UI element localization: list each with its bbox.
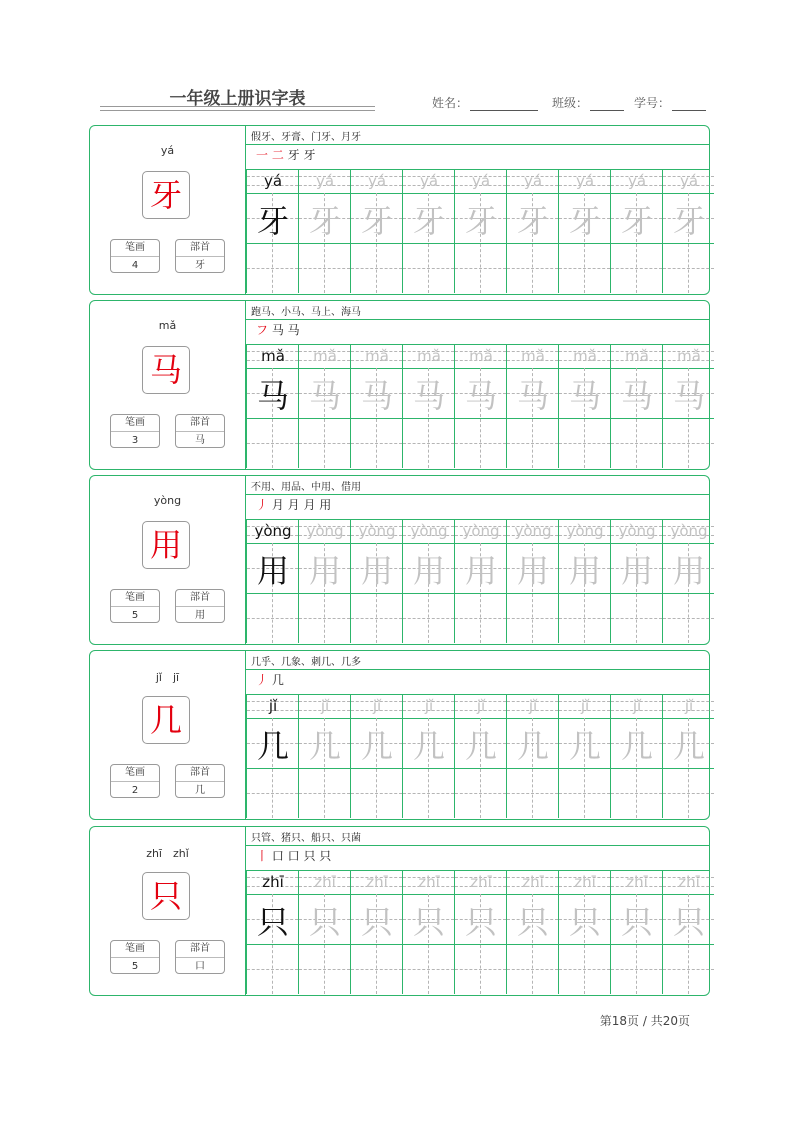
practice-character: 牙 (256, 202, 289, 240)
practice-cell[interactable] (350, 520, 402, 643)
practice-pinyin: mǎ (625, 347, 649, 365)
practice-cell[interactable] (506, 520, 558, 643)
radical-label: 部首 (176, 590, 224, 607)
strokes-value: 5 (131, 961, 139, 972)
practice-cell[interactable] (298, 345, 350, 468)
practice-character: 马 (568, 377, 601, 415)
character-pinyin: yòng (153, 494, 182, 507)
practice-character: 马 (516, 377, 549, 415)
practice-cell[interactable] (402, 871, 454, 994)
practice-cell[interactable] (558, 170, 610, 293)
practice-pinyin: yòng (254, 522, 292, 540)
radical-tag (175, 414, 225, 448)
strokes-label: 笔画 (111, 765, 159, 782)
stroke-order-rest: 几 (271, 673, 284, 687)
radical-value: 口 (195, 961, 205, 972)
practice-cell[interactable] (350, 345, 402, 468)
practice-pinyin: zhī (574, 873, 596, 891)
practice-character: 马 (464, 377, 497, 415)
practice-pinyin: yòng (358, 522, 396, 540)
practice-pinyin: yá (263, 172, 283, 190)
practice-character: 用 (568, 552, 601, 590)
character-info (90, 476, 246, 644)
character-card (89, 300, 710, 470)
practice-area (246, 301, 709, 469)
practice-cell[interactable] (662, 170, 714, 293)
character-glyph: 只 (142, 872, 190, 920)
practice-area (246, 126, 709, 294)
practice-cell[interactable] (610, 520, 662, 643)
practice-cell[interactable] (610, 871, 662, 994)
practice-pinyin: mǎ (313, 347, 337, 365)
practice-cell[interactable] (506, 170, 558, 293)
character-pinyin: mǎ (158, 319, 177, 332)
practice-character: 只 (672, 903, 705, 941)
practice-cell[interactable] (610, 170, 662, 293)
strokes-tag (110, 414, 160, 448)
practice-pinyin: jǐ (684, 697, 694, 715)
character-card (89, 826, 710, 996)
character-card (89, 650, 710, 820)
practice-character: 牙 (308, 202, 341, 240)
practice-character: 几 (360, 727, 393, 765)
practice-pinyin: yá (523, 172, 543, 190)
stroke-order-first: フ (256, 323, 272, 337)
practice-cell[interactable] (558, 520, 610, 643)
practice-character: 只 (620, 903, 653, 941)
practice-cell[interactable] (246, 695, 298, 818)
character-card (89, 475, 710, 645)
practice-character: 几 (256, 727, 289, 765)
strokes-tag (110, 940, 160, 974)
practice-character: 用 (256, 552, 289, 590)
strokes-label: 笔画 (111, 590, 159, 607)
practice-character: 马 (256, 377, 289, 415)
character-info (90, 126, 246, 294)
practice-cell[interactable] (558, 871, 610, 994)
practice-pinyin: yòng (410, 522, 448, 540)
practice-character: 牙 (516, 202, 549, 240)
example-words: 只管、猪只、船只、只菌 (251, 833, 361, 844)
practice-cell[interactable] (246, 520, 298, 643)
practice-character: 只 (360, 903, 393, 941)
stroke-order-rest: 牙 牙 (287, 148, 316, 162)
practice-cell[interactable] (610, 695, 662, 818)
practice-pinyin: zhī (626, 873, 648, 891)
practice-character: 用 (620, 552, 653, 590)
practice-pinyin: jǐ (476, 697, 486, 715)
practice-pinyin: yòng (514, 522, 552, 540)
example-words: 假牙、牙膏、门牙、月牙 (251, 132, 361, 143)
character-glyph: 几 (142, 696, 190, 744)
practice-pinyin: yòng (618, 522, 656, 540)
practice-character: 只 (256, 903, 289, 941)
practice-character: 用 (464, 552, 497, 590)
practice-pinyin: zhī (470, 873, 492, 891)
character-glyph: 用 (142, 521, 190, 569)
practice-area (246, 827, 709, 995)
practice-character: 几 (672, 727, 705, 765)
character-pinyin: jǐ jī (155, 671, 180, 684)
class-field (552, 94, 624, 111)
practice-pinyin: mǎ (521, 347, 545, 365)
practice-pinyin: yá (679, 172, 699, 190)
radical-label: 部首 (176, 941, 224, 958)
practice-cell[interactable] (506, 871, 558, 994)
practice-character: 只 (308, 903, 341, 941)
practice-pinyin: jǐ (268, 697, 278, 715)
stroke-order (256, 847, 331, 864)
strokes-label: 笔画 (111, 415, 159, 432)
practice-character: 只 (412, 903, 445, 941)
practice-cell[interactable] (298, 170, 350, 293)
stroke-order-first: 丿 (256, 673, 272, 687)
practice-pinyin: zhī (522, 873, 544, 891)
character-info (90, 827, 246, 995)
practice-character: 牙 (568, 202, 601, 240)
practice-cell[interactable] (298, 871, 350, 994)
radical-label: 部首 (176, 240, 224, 257)
page-number: 第18页 / 共20页 (599, 1014, 690, 1028)
practice-character: 马 (308, 377, 341, 415)
practice-cell[interactable] (350, 695, 402, 818)
practice-character: 几 (516, 727, 549, 765)
character-info (90, 301, 246, 469)
strokes-label: 笔画 (111, 240, 159, 257)
practice-cell[interactable] (662, 345, 714, 468)
practice-character: 牙 (360, 202, 393, 240)
practice-pinyin: jǐ (632, 697, 642, 715)
practice-cell[interactable] (454, 871, 506, 994)
practice-pinyin: mǎ (365, 347, 389, 365)
practice-pinyin: yá (627, 172, 647, 190)
practice-character: 用 (516, 552, 549, 590)
practice-pinyin: jǐ (320, 697, 330, 715)
strokes-value: 2 (131, 785, 139, 796)
stroke-order-rest: 口 口 只 只 (271, 849, 332, 863)
practice-cell[interactable] (402, 170, 454, 293)
practice-character: 几 (568, 727, 601, 765)
practice-character: 马 (412, 377, 445, 415)
practice-character: 几 (620, 727, 653, 765)
practice-pinyin: jǐ (528, 697, 538, 715)
stroke-order (256, 321, 300, 338)
practice-cell[interactable] (246, 345, 298, 468)
practice-pinyin: jǐ (580, 697, 590, 715)
practice-cell[interactable] (610, 345, 662, 468)
practice-pinyin: yá (315, 172, 335, 190)
practice-character: 只 (516, 903, 549, 941)
character-info (90, 651, 246, 819)
student-number-label: 学号： (634, 96, 671, 110)
practice-character: 牙 (412, 202, 445, 240)
student-number-field (634, 94, 706, 111)
practice-area (246, 476, 709, 644)
stroke-order (256, 146, 315, 163)
radical-tag (175, 764, 225, 798)
practice-pinyin: zhī (418, 873, 440, 891)
radical-tag (175, 940, 225, 974)
name-blank[interactable] (470, 110, 538, 111)
practice-character: 几 (464, 727, 497, 765)
practice-character: 牙 (464, 202, 497, 240)
practice-character: 马 (620, 377, 653, 415)
practice-area (246, 651, 709, 819)
practice-cell[interactable] (506, 345, 558, 468)
character-glyph: 马 (142, 346, 190, 394)
practice-pinyin: jǐ (372, 697, 382, 715)
character-card (89, 125, 710, 295)
practice-cell[interactable] (246, 871, 298, 994)
character-pinyin: zhī zhǐ (146, 847, 189, 860)
radical-value: 牙 (195, 260, 205, 271)
practice-character: 几 (308, 727, 341, 765)
practice-pinyin: yòng (462, 522, 500, 540)
practice-character: 只 (568, 903, 601, 941)
practice-pinyin: yòng (670, 522, 708, 540)
name-label: 姓名： (432, 96, 469, 110)
stroke-order-first: 丿 (256, 498, 272, 512)
radical-label: 部首 (176, 765, 224, 782)
radical-value: 几 (195, 785, 205, 796)
practice-character: 用 (360, 552, 393, 590)
radical-value: 马 (195, 435, 205, 446)
practice-character: 用 (412, 552, 445, 590)
practice-cell[interactable] (454, 695, 506, 818)
strokes-tag (110, 239, 160, 273)
practice-cell[interactable] (454, 170, 506, 293)
class-label: 班级： (552, 96, 589, 110)
strokes-value: 4 (131, 260, 139, 271)
practice-cell[interactable] (350, 170, 402, 293)
practice-character: 用 (672, 552, 705, 590)
radical-tag (175, 589, 225, 623)
practice-pinyin: yá (575, 172, 595, 190)
practice-character: 用 (308, 552, 341, 590)
page-header (0, 0, 800, 120)
practice-pinyin: mǎ (261, 347, 285, 365)
class-blank[interactable] (590, 110, 624, 111)
practice-pinyin: mǎ (573, 347, 597, 365)
practice-character: 几 (412, 727, 445, 765)
practice-character: 牙 (620, 202, 653, 240)
stroke-order-first: 丨 (256, 849, 272, 863)
strokes-tag (110, 764, 160, 798)
stroke-order (256, 671, 284, 688)
stroke-order-rest: 月 月 月 用 (271, 498, 332, 512)
practice-pinyin: yòng (306, 522, 344, 540)
practice-cell[interactable] (506, 695, 558, 818)
practice-pinyin: zhī (366, 873, 388, 891)
practice-cell[interactable] (454, 520, 506, 643)
stroke-order-rest: 马 马 (271, 323, 300, 337)
practice-cell[interactable] (558, 345, 610, 468)
character-glyph: 牙 (142, 171, 190, 219)
practice-cell[interactable] (402, 345, 454, 468)
practice-pinyin: zhī (262, 873, 284, 891)
practice-pinyin: yá (367, 172, 387, 190)
practice-pinyin: jǐ (424, 697, 434, 715)
practice-character: 马 (672, 377, 705, 415)
example-words: 不用、用品、中用、借用 (251, 482, 361, 493)
example-words: 跑马、小马、马上、海马 (251, 307, 361, 318)
practice-character: 牙 (672, 202, 705, 240)
stroke-order (256, 496, 331, 513)
practice-cell[interactable] (662, 520, 714, 643)
practice-character: 马 (360, 377, 393, 415)
strokes-tag (110, 589, 160, 623)
strokes-label: 笔画 (111, 941, 159, 958)
practice-cell[interactable] (298, 695, 350, 818)
strokes-value: 3 (131, 435, 139, 446)
practice-pinyin: mǎ (469, 347, 493, 365)
strokes-value: 5 (131, 610, 139, 621)
practice-pinyin: yòng (566, 522, 604, 540)
radical-value: 用 (195, 610, 205, 621)
practice-cell[interactable] (454, 345, 506, 468)
radical-tag (175, 239, 225, 273)
stroke-order-first: 一 二 (256, 148, 288, 162)
title-underline (100, 106, 375, 107)
radical-label: 部首 (176, 415, 224, 432)
practice-pinyin: zhī (314, 873, 336, 891)
practice-pinyin: yá (419, 172, 439, 190)
practice-cell[interactable] (558, 695, 610, 818)
practice-cell[interactable] (662, 871, 714, 994)
practice-cell[interactable] (246, 170, 298, 293)
character-pinyin: yá (160, 144, 175, 157)
example-words: 几乎、几象、刺几、几多 (251, 657, 361, 668)
practice-pinyin: mǎ (677, 347, 701, 365)
practice-pinyin: mǎ (417, 347, 441, 365)
practice-cell[interactable] (402, 695, 454, 818)
document-title: 一年级上册识字表 (169, 89, 306, 109)
practice-pinyin: zhī (678, 873, 700, 891)
practice-cell[interactable] (350, 871, 402, 994)
practice-character: 只 (464, 903, 497, 941)
practice-cell[interactable] (402, 520, 454, 643)
title-underline-2 (100, 110, 375, 111)
practice-cell[interactable] (662, 695, 714, 818)
practice-pinyin: yá (471, 172, 491, 190)
student-number-blank[interactable] (672, 110, 706, 111)
practice-cell[interactable] (298, 520, 350, 643)
name-field (432, 94, 538, 111)
